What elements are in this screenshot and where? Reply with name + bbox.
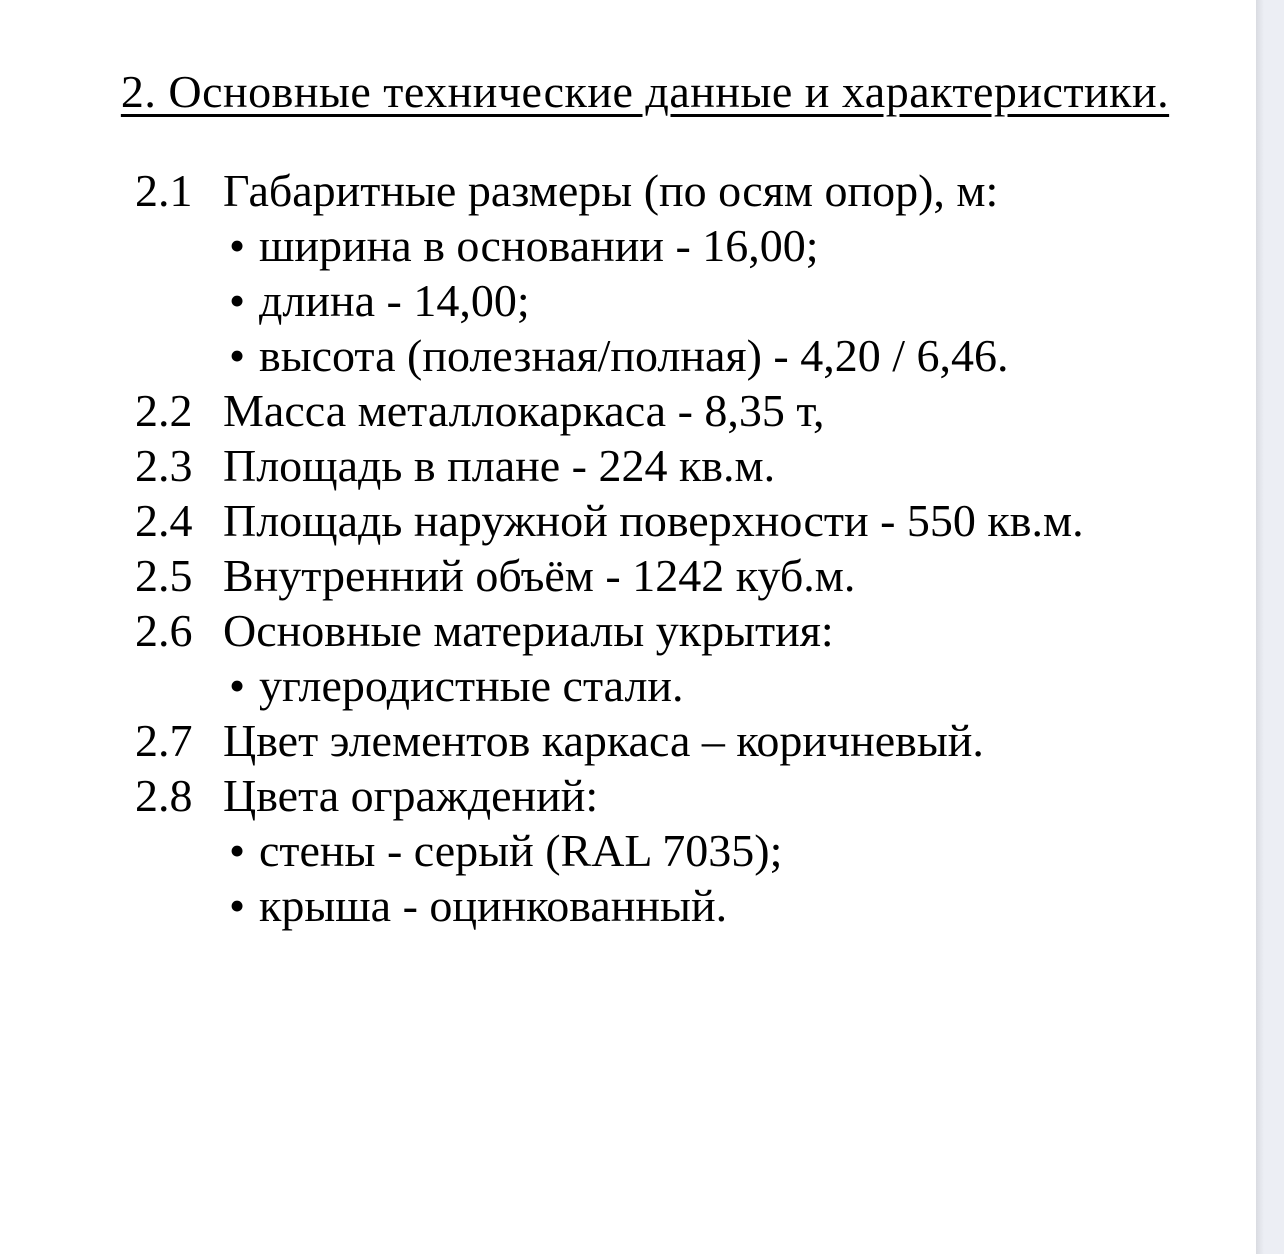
bullet-item bbox=[0, 878, 1256, 933]
item-text: Цвет элементов каркаса – коричневый. bbox=[223, 715, 984, 766]
bullet-text: высота (полезная/полная) - 4,20 / 6,46. bbox=[259, 330, 1009, 381]
item-text: Внутренний объём - 1242 куб.м. bbox=[223, 550, 856, 601]
section-title bbox=[0, 64, 1256, 119]
bullet-text: стены - серый (RAL 7035); bbox=[259, 825, 783, 876]
spec-item bbox=[0, 493, 1256, 548]
item-text: Основные материалы укрытия: bbox=[223, 605, 834, 656]
bullet-item bbox=[0, 328, 1256, 383]
bullet-text: углеродистные стали. bbox=[259, 660, 684, 711]
spec-item bbox=[0, 768, 1256, 823]
item-number: 2.2 bbox=[135, 385, 193, 436]
item-number: 2.4 bbox=[135, 495, 193, 546]
section-title-text: 2. Основные технические данные и характеристики. bbox=[120, 66, 1170, 117]
bullet-marker: • bbox=[229, 825, 246, 876]
page-gutter bbox=[1256, 0, 1284, 1254]
item-number: 2.7 bbox=[135, 715, 193, 766]
item-number: 2.3 bbox=[135, 440, 193, 491]
spec-item bbox=[0, 438, 1256, 493]
bullet-text: крыша - оцинкованный. bbox=[259, 880, 728, 931]
bullet-marker: • bbox=[229, 330, 246, 381]
spec-item bbox=[0, 163, 1256, 218]
item-text: Площадь в плане - 224 кв.м. bbox=[223, 440, 776, 491]
bullet-marker: • bbox=[229, 220, 246, 271]
bullet-marker: • bbox=[229, 275, 246, 326]
item-number: 2.8 bbox=[135, 770, 193, 821]
spec-item bbox=[0, 548, 1256, 603]
bullet-item bbox=[0, 823, 1256, 878]
item-number: 2.1 bbox=[135, 165, 193, 216]
spec-item bbox=[0, 713, 1256, 768]
bullet-item bbox=[0, 218, 1256, 273]
item-text: Масса металлокаркаса - 8,35 т, bbox=[223, 385, 825, 436]
bullet-item bbox=[0, 273, 1256, 328]
spec-list bbox=[0, 163, 1256, 933]
spec-item bbox=[0, 603, 1256, 658]
spec-item bbox=[0, 383, 1256, 438]
bullet-marker: • bbox=[229, 660, 246, 711]
item-text: Цвета ограждений: bbox=[223, 770, 599, 821]
item-number: 2.5 bbox=[135, 550, 193, 601]
item-text: Габаритные размеры (по осям опор), м: bbox=[223, 165, 999, 216]
bullet-marker: • bbox=[229, 880, 246, 931]
bullet-item bbox=[0, 658, 1256, 713]
item-text: Площадь наружной поверхности - 550 кв.м. bbox=[223, 495, 1084, 546]
bullet-text: длина - 14,00; bbox=[259, 275, 530, 326]
bullet-text: ширина в основании - 16,00; bbox=[259, 220, 819, 271]
item-number: 2.6 bbox=[135, 605, 193, 656]
